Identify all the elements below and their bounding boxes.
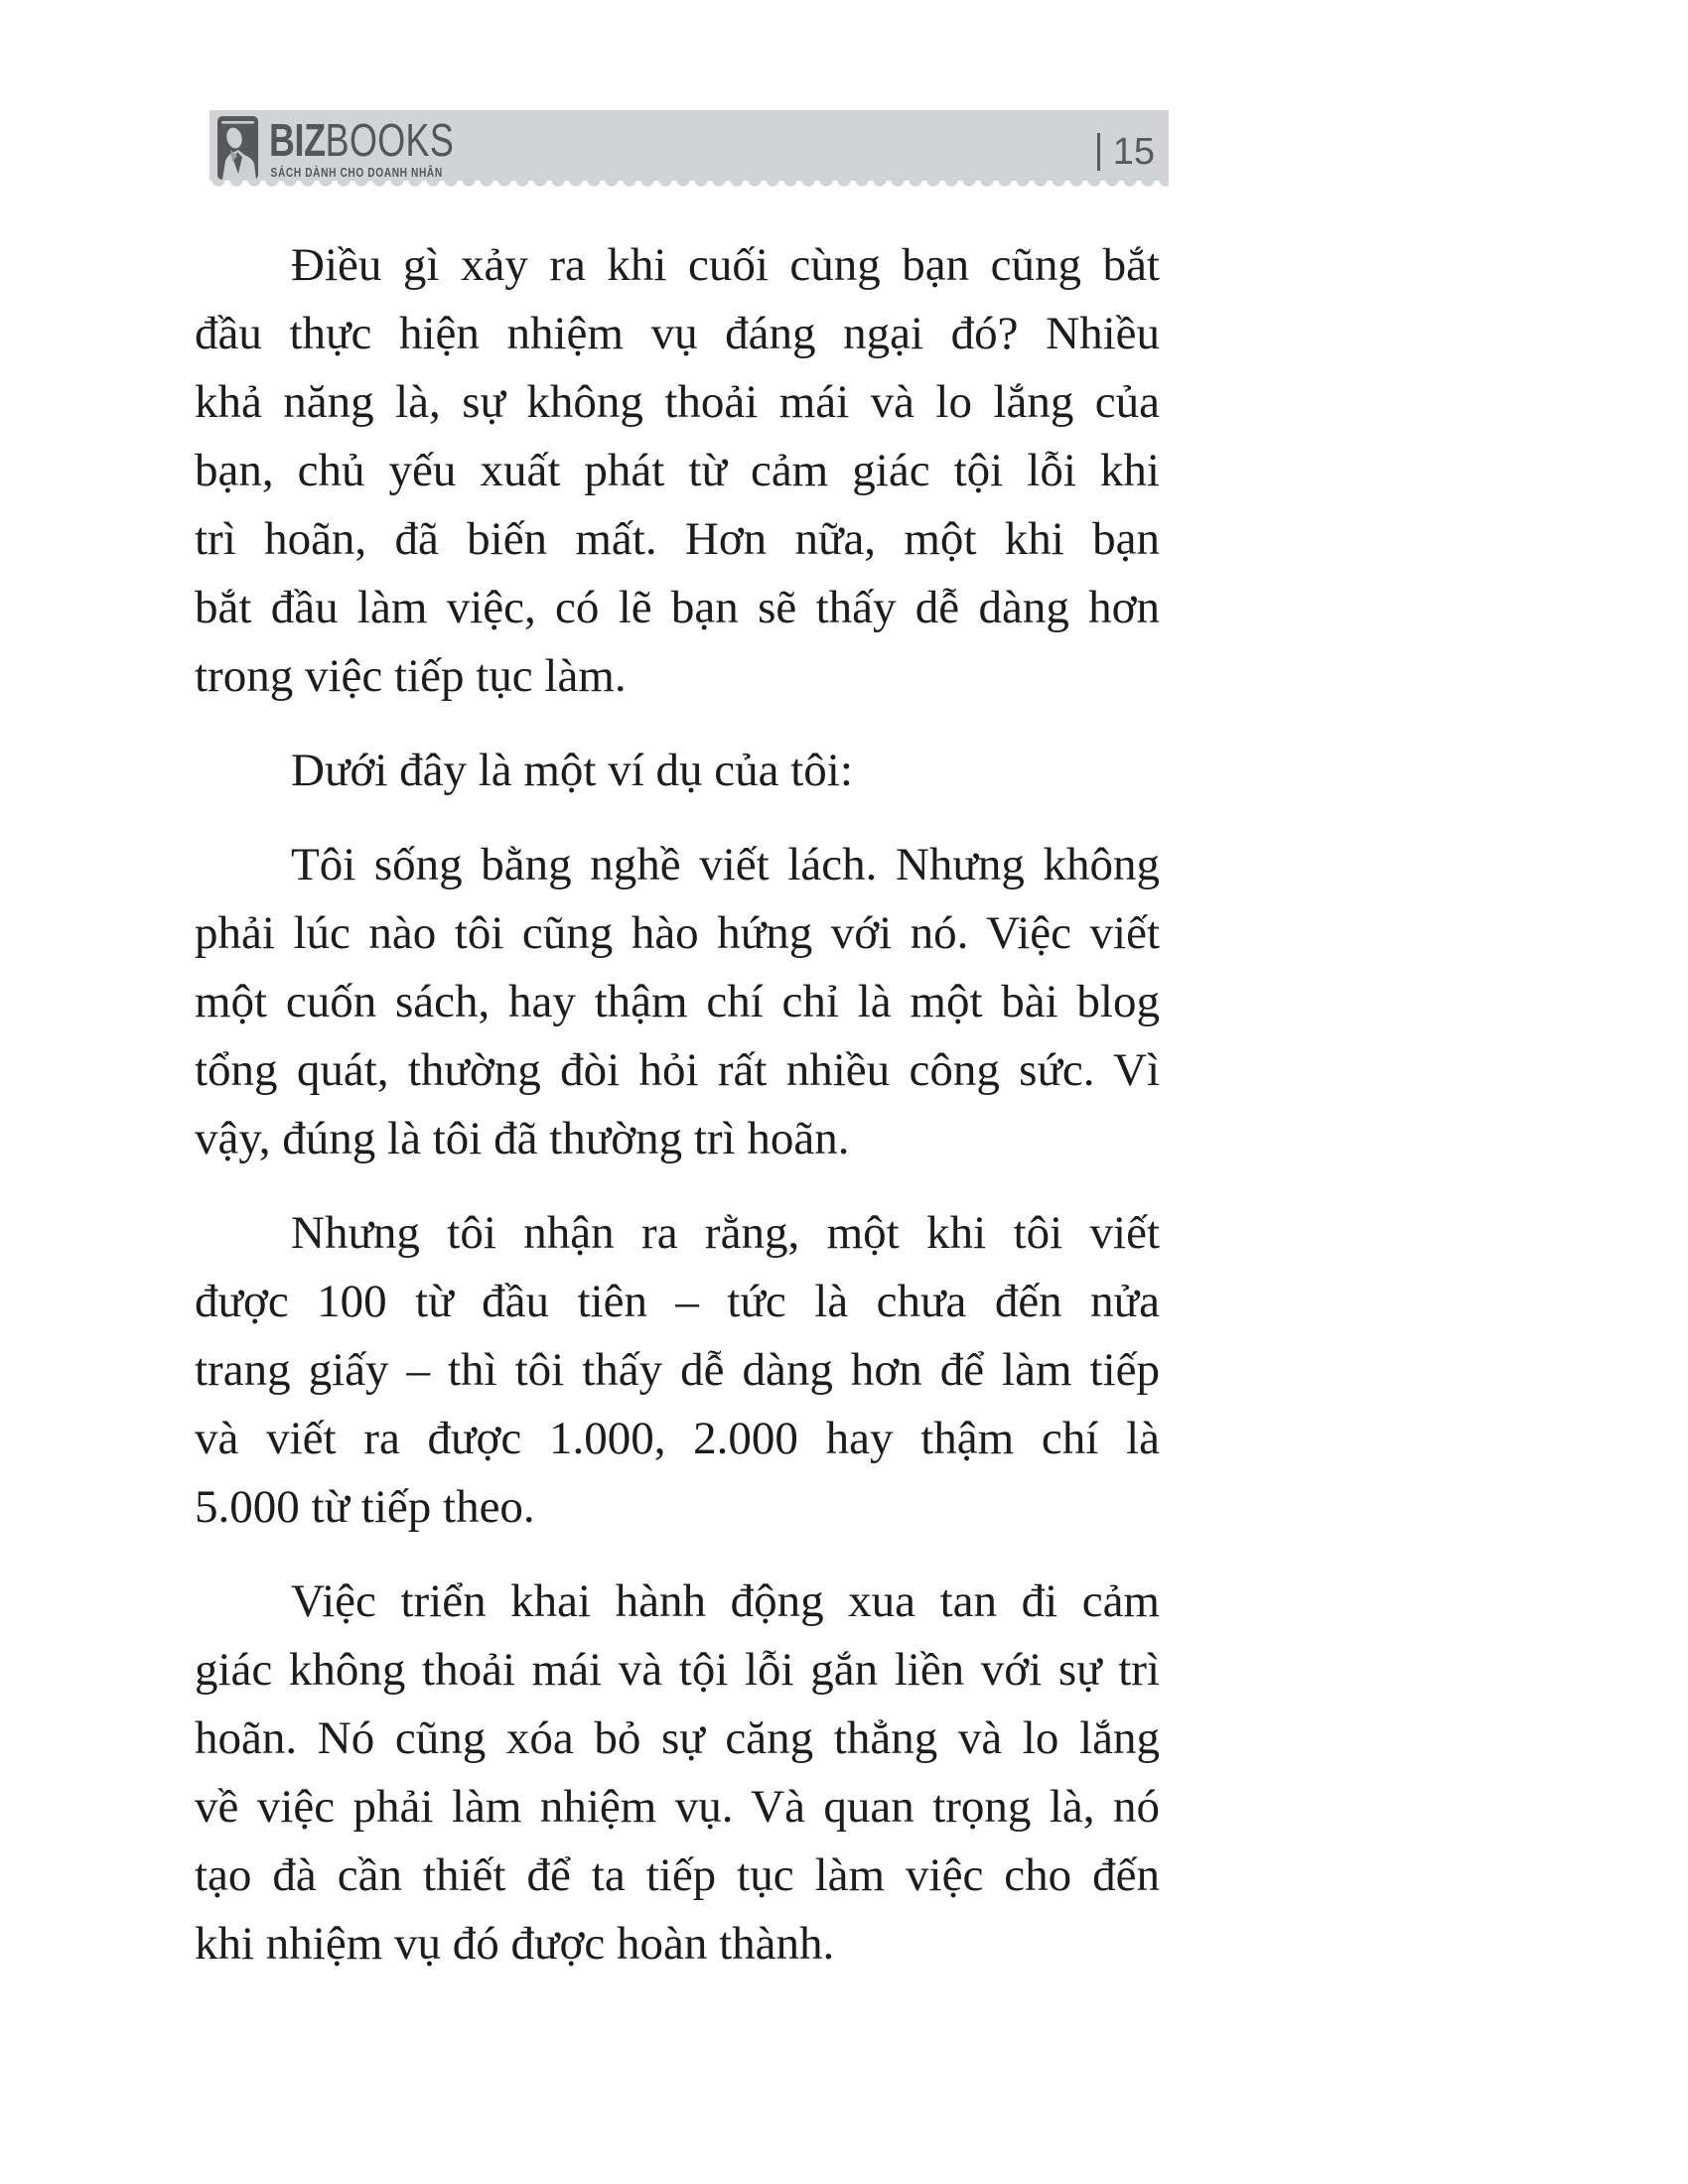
bizbooks-logo — [217, 116, 497, 181]
text-line: 5.000 từ tiếp theo. — [195, 1481, 535, 1533]
text-line: khi nhiệm vụ đó được hoàn thành. — [195, 1918, 835, 1970]
text-line: tạo đà cần thiết để ta tiếp tục làm việc cho đến — [195, 1849, 1160, 1901]
header-band — [210, 110, 1169, 181]
page-number: 15 — [1112, 131, 1155, 173]
header-perforated-edge — [210, 180, 1169, 189]
paragraph — [195, 737, 1160, 805]
text-line: trì hoãn, đã biến mất. Hơn nữa, một khi bạn — [195, 513, 1160, 565]
text-line: khả năng là, sự không thoải mái và lo lắng của — [195, 376, 1160, 428]
text-line: trang giấy – thì tôi thấy dễ dàng hơn để làm tiếp — [195, 1344, 1160, 1396]
article — [195, 231, 1160, 2004]
text-line: Nhưng tôi nhận ra rằng, một khi tôi viết — [291, 1207, 1160, 1259]
text-line: Dưới đây là một ví dụ của tôi: — [291, 745, 853, 796]
brand-name — [269, 114, 455, 166]
text-line: và viết ra được 1.000, 2.000 hay thậm chí là — [195, 1413, 1160, 1464]
text-line: vậy, đúng là tôi đã thường trì hoãn. — [195, 1113, 850, 1164]
brand-name-biz: BIZ — [269, 114, 326, 166]
text-line: Điều gì xảy ra khi cuối cùng bạn cũng bắt — [291, 239, 1160, 291]
brand-text-block — [269, 114, 455, 181]
text-line: về việc phải làm nhiệm vụ. Và quan trọng là, nó — [195, 1781, 1160, 1833]
paragraph — [195, 231, 1160, 711]
paragraph — [195, 1199, 1160, 1542]
text-line: Tôi sống bằng nghề viết lách. Nhưng không — [291, 839, 1160, 890]
text-line: trong việc tiếp tục làm. — [195, 650, 627, 702]
text-line: đầu thực hiện nhiệm vụ đáng ngại đó? Nhiều — [195, 308, 1160, 359]
page-number-indicator — [1097, 133, 1155, 171]
text-line: hoãn. Nó cũng xóa bỏ sự căng thẳng và lo lắng — [195, 1712, 1160, 1764]
text-line: được 100 từ đầu tiên – tức là chưa đến nửa — [195, 1276, 1160, 1327]
text-line: bạn, chủ yếu xuất phát từ cảm giác tội lỗi khi — [195, 445, 1160, 496]
page-number-separator-bar — [1097, 133, 1100, 171]
brand-name-books: BOOKS — [325, 114, 455, 166]
text-line: bắt đầu làm việc, có lẽ bạn sẽ thấy dễ dàng hơn — [195, 582, 1160, 633]
paragraph — [195, 1568, 1160, 1979]
paragraph — [195, 831, 1160, 1173]
text-line: phải lúc nào tôi cũng hào hứng với nó. Việc viết — [195, 907, 1160, 959]
bizbooks-person-book-icon — [217, 116, 258, 180]
text-line: giác không thoải mái và tội lỗi gắn liền với sự trì — [195, 1644, 1160, 1696]
text-line: tổng quát, thường đòi hỏi rất nhiều công sức. Vì — [195, 1044, 1160, 1096]
text-line: một cuốn sách, hay thậm chí chỉ là một bài blog — [195, 976, 1160, 1027]
brand-tagline: SÁCH DÀNH CHO DOANH NHÂN — [270, 165, 443, 180]
text-line: Việc triển khai hành động xua tan đi cảm — [291, 1575, 1160, 1627]
